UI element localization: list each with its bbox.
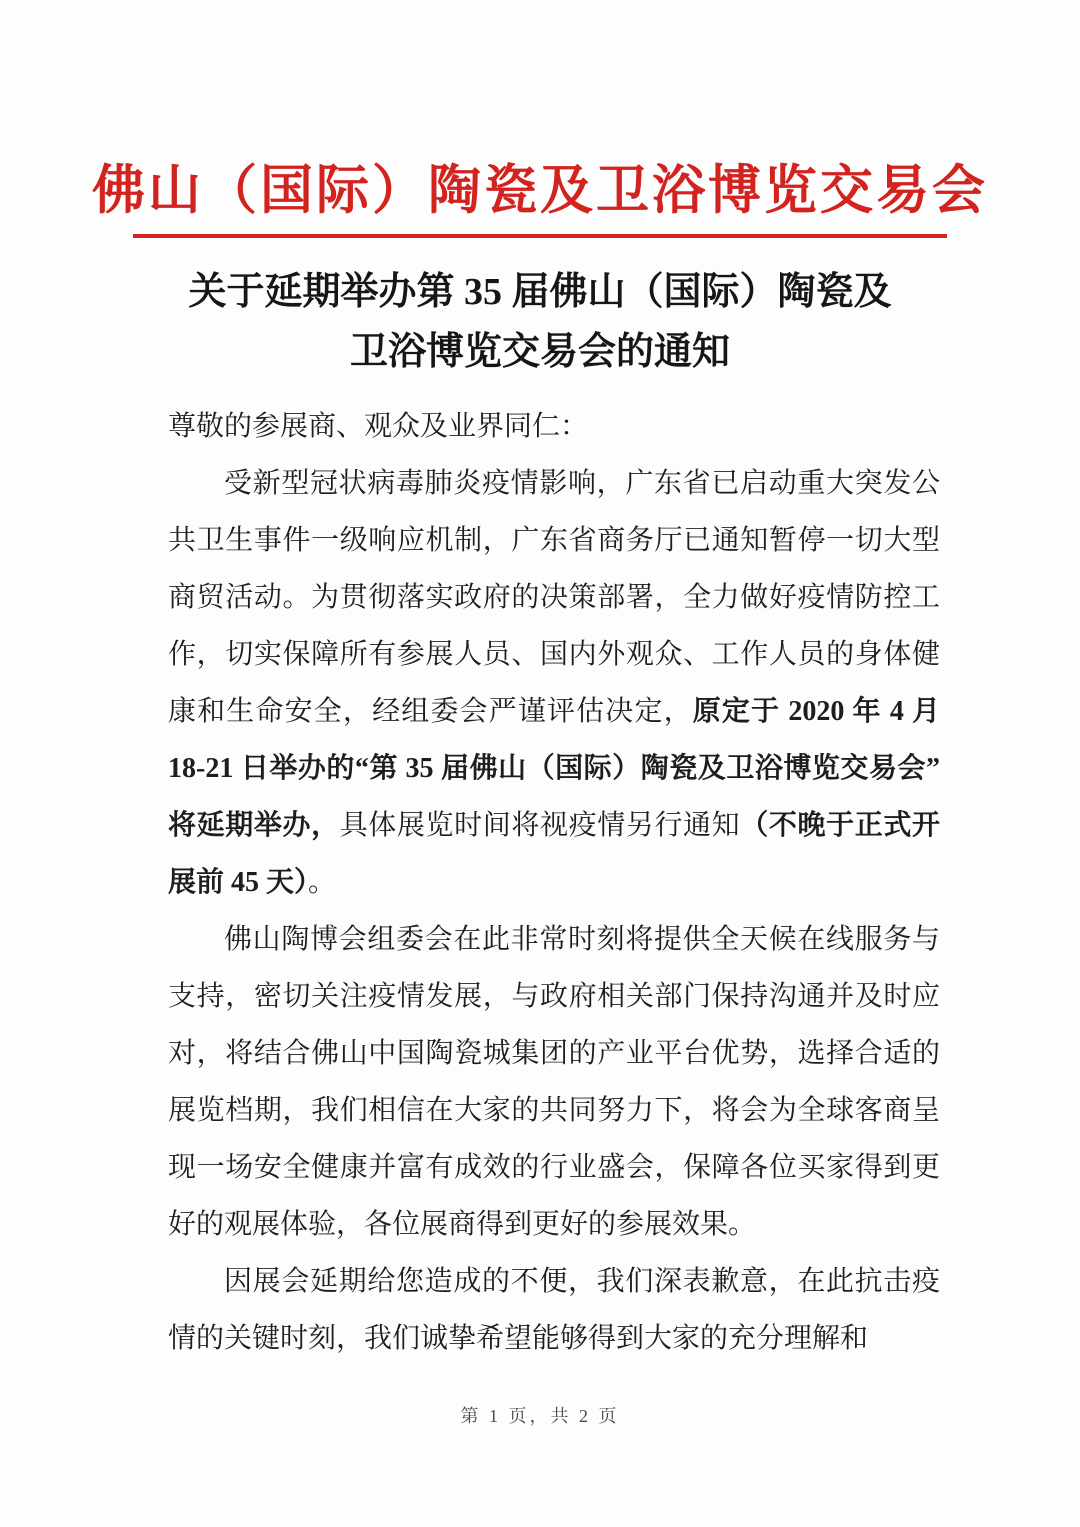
body-paragraph (168, 1253, 940, 1367)
text-run: 具体展览时间将视疫情另行通知 (339, 810, 741, 841)
text-run: 因展会延期给您造成的不便，我们深表歉意，在此抗击疫情的关键时刻，我们诚挚希望能够得到大家的充分理解和 (168, 1266, 940, 1354)
notice-body (168, 398, 940, 1367)
page-number-footer: 第 1 页，共 2 页 (460, 1406, 620, 1426)
emphasis-text-run: 原定于 2020 年 4 月 18-21 日举办的“第 35 届佛山（国际）陶瓷及卫浴博览交易会”将延期举办， (168, 696, 940, 841)
notice-heading-line-2: 卫浴博览交易会的通知 (349, 331, 730, 373)
body-paragraph (168, 455, 940, 911)
body-paragraph (168, 911, 940, 1253)
text-run: 尊敬的参展商、观众及业界同仁： (168, 411, 589, 442)
text-run: 。 (308, 867, 337, 898)
masthead-title: 佛山（国际）陶瓷及卫浴博览交易会 (92, 161, 988, 220)
notice-heading-line-1: 关于延期举办第 35 届佛山（国际）陶瓷及 (188, 271, 892, 313)
text-run: 佛山陶博会组委会在此非常时刻将提供全天候在线服务与支持，密切关注疫情发展，与政府相关部门保持沟通并及时应对，将结合佛山中国陶瓷城集团的产业平台优势，选择合适的展览档期，我们相信在大家的共同努力下，将会为全球客商呈现一场安全健康并富有成效的行业盛会，保障各位买家得到更好的观展体验，各位展商得到更好的参展效果。 (168, 924, 940, 1240)
text-run: 受新型冠状病毒肺炎疫情影响，广东省已启动重大突发公共卫生事件一级响应机制，广东省商务厅已通知暂停一切大型商贸活动。为贯彻落实政府的决策部署，全力做好疫情防控工作，切实保障所有参展人员、国内外观众、工作人员的身体健康和生命安全，经组委会严谨评估决定， (168, 468, 940, 727)
notice-heading (60, 262, 1020, 382)
masthead-divider (133, 234, 947, 238)
emphasis-text-run: （不晚于正式开展前 45 天） (168, 810, 940, 898)
body-paragraph (168, 398, 940, 455)
